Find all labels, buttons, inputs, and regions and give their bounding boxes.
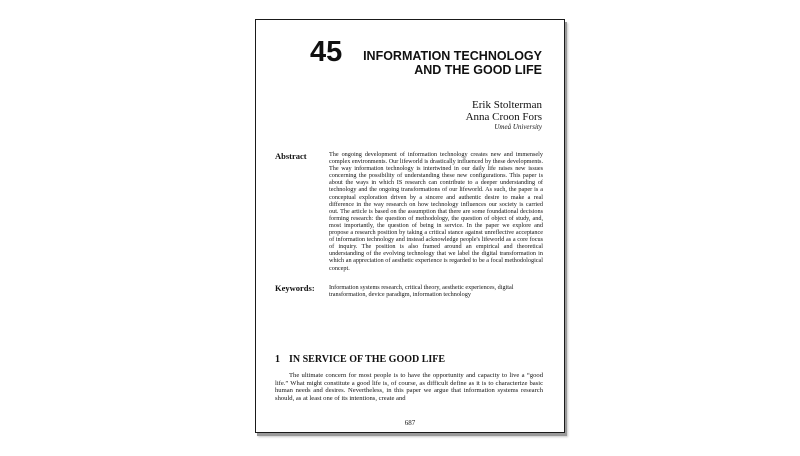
chapter-title	[363, 49, 542, 77]
author-name: Anna Croon Fors	[465, 110, 542, 123]
author-block	[466, 100, 542, 132]
section-title: IN SERVICE OF THE GOOD LIFE	[289, 354, 446, 365]
section-heading	[275, 354, 445, 365]
chapter-title-line-2: AND THE GOOD LIFE	[414, 63, 542, 77]
keywords-label: Keywords:	[275, 283, 315, 293]
chapter-title-line-1: INFORMATION TECHNOLOGY	[363, 49, 542, 63]
abstract-paragraph: The ongoing development of information technology creates new and immensely complex environments. Our lifeworld is drastically influenced by these developments. The way information technology is intertwined in our daily life raises new issues concerning the possibility of understanding these new configurations. This paper is about the ways in which IS research can contribute to a deeper understanding of technology and the ongoing transformations of our lifeworld. As such, the paper is a conceptual exploration driven by a sincere and authentic desire to make a real difference in the way research on how technology influences our society is carried out. The article is based on the assumption that there are some foundational decisions forming research: the question of methodology, the question of object of study, and, most importantly, the question of being in service. In the paper we explore and propose a research position by taking a critical stance against unreflective acceptance of information technology and instead acknowledge people's lifeworld as a core focus of inquiry. The position is also framed around an empirical and theoretical understanding of the evolving technology that we label the digital transformation in which an appreciation of aesthetic experience is regarded to be a focal methodological concept.	[329, 151, 543, 272]
keywords-text: Information systems research, critical theory, aesthetic experiences, digital transformation, device paradigm, information technology	[329, 284, 514, 299]
document-page	[255, 19, 565, 433]
abstract-label: Abstract	[275, 151, 307, 161]
abstract-text	[329, 151, 543, 272]
section-paragraph: The ultimate concern for most people is to have the opportunity and capacity to live a “good life.” What might constitute a good life is, of course, as difficult define as it is to characterize basic human needs and desires. Nevertheless, in this paper we argue that information systems research should, as at least one of its intentions, create and	[275, 372, 543, 403]
page-number: 687	[404, 419, 416, 427]
chapter-number: 45	[310, 36, 343, 68]
author-name: Erik Stolterman	[472, 99, 542, 111]
section-number: 1	[275, 354, 280, 365]
author-affiliation: Umeå University	[494, 123, 542, 131]
